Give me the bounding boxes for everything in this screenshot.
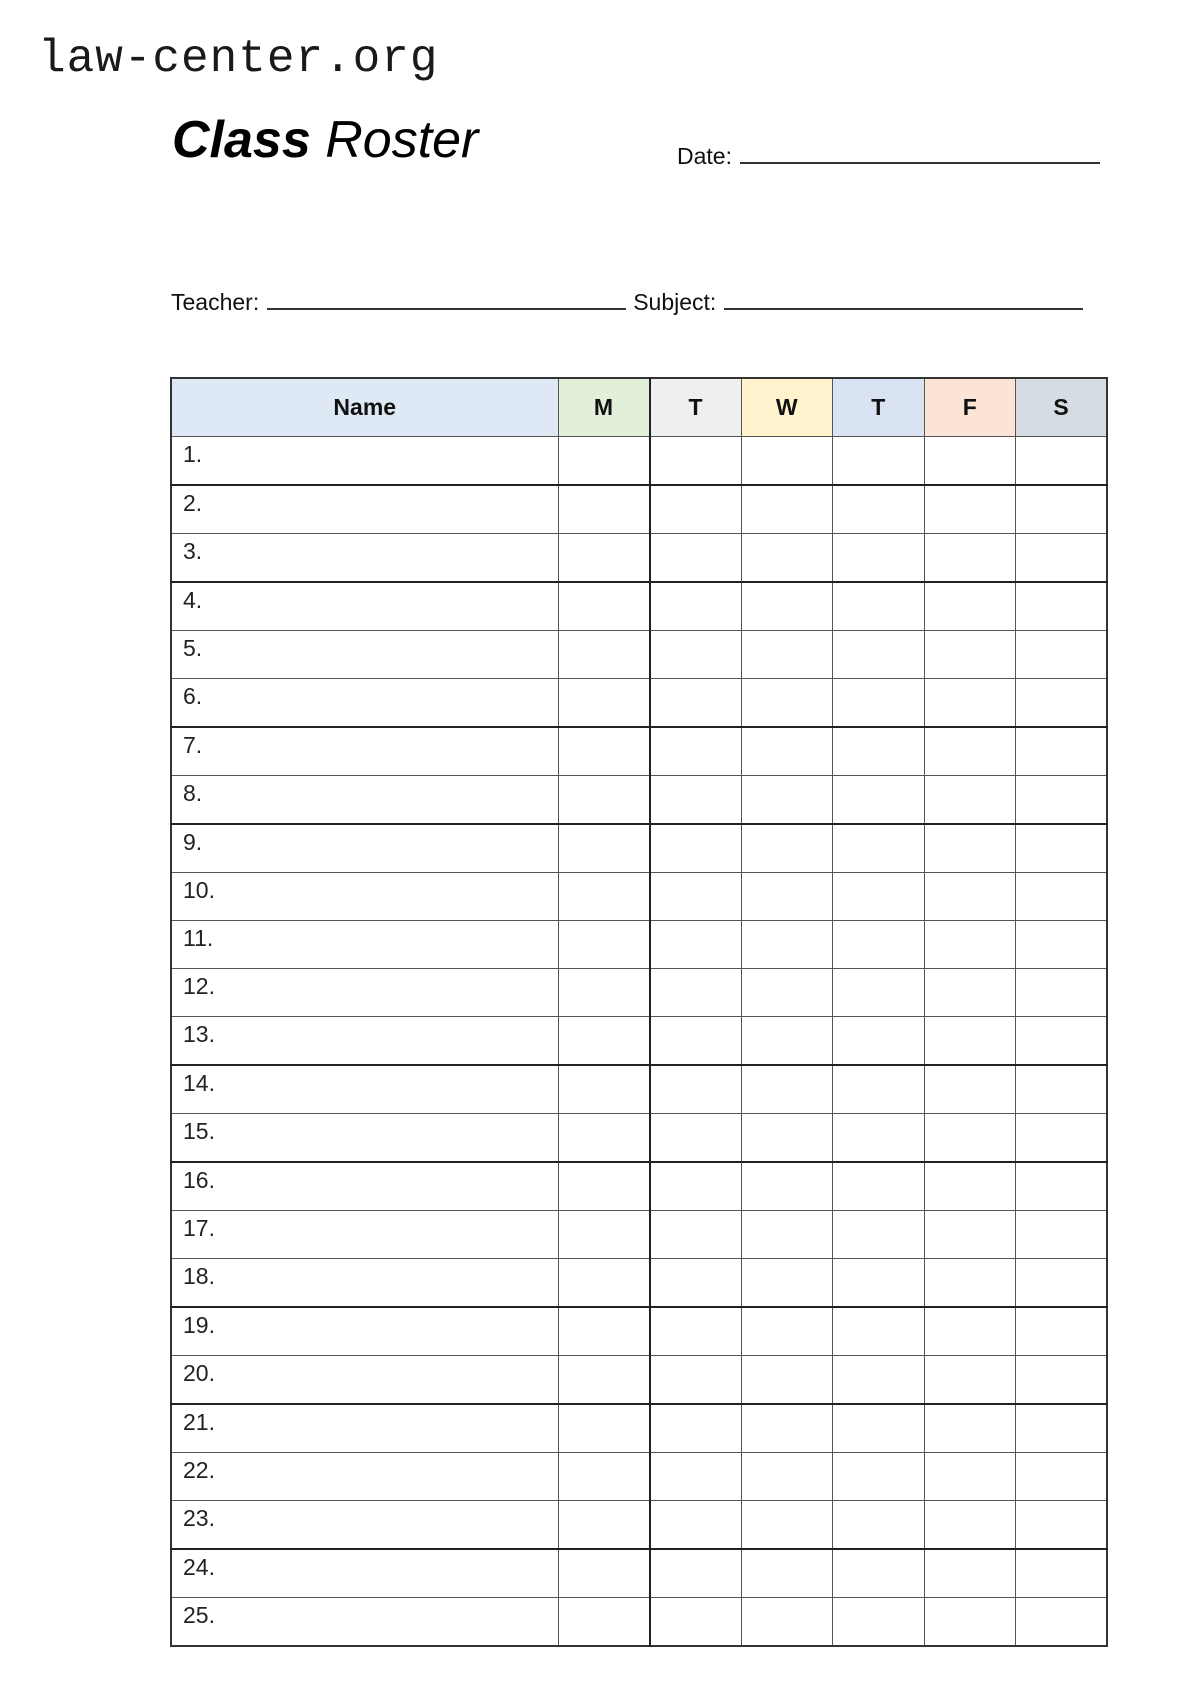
attendance-cell[interactable] bbox=[1016, 776, 1108, 825]
attendance-cell[interactable] bbox=[833, 631, 925, 679]
attendance-cell[interactable] bbox=[558, 1017, 650, 1066]
attendance-cell[interactable] bbox=[924, 1211, 1016, 1259]
attendance-cell[interactable] bbox=[1016, 1598, 1108, 1647]
attendance-cell[interactable] bbox=[741, 1307, 833, 1356]
attendance-cell[interactable] bbox=[1016, 1114, 1108, 1163]
table-row bbox=[171, 1211, 1107, 1259]
student-name-cell[interactable]: 7. bbox=[171, 727, 558, 776]
attendance-cell[interactable] bbox=[833, 727, 925, 776]
attendance-cell[interactable] bbox=[741, 534, 833, 583]
attendance-cell[interactable] bbox=[1016, 969, 1108, 1017]
attendance-cell[interactable] bbox=[924, 1404, 1016, 1453]
column-header-day-5: F bbox=[924, 378, 1016, 437]
student-name-cell[interactable]: 9. bbox=[171, 824, 558, 873]
attendance-cell[interactable] bbox=[558, 631, 650, 679]
attendance-cell[interactable] bbox=[1016, 824, 1108, 873]
table-row bbox=[171, 1501, 1107, 1550]
attendance-cell[interactable] bbox=[558, 1598, 650, 1647]
attendance-cell[interactable] bbox=[924, 679, 1016, 728]
attendance-cell[interactable] bbox=[650, 727, 742, 776]
attendance-cell[interactable] bbox=[650, 1211, 742, 1259]
attendance-cell[interactable] bbox=[650, 1017, 742, 1066]
date-label: Date: bbox=[677, 143, 732, 169]
attendance-cell[interactable] bbox=[741, 776, 833, 825]
attendance-cell[interactable] bbox=[833, 1017, 925, 1066]
student-name-cell[interactable]: 15. bbox=[171, 1114, 558, 1163]
attendance-cell[interactable] bbox=[924, 1162, 1016, 1211]
attendance-cell[interactable] bbox=[650, 679, 742, 728]
attendance-cell[interactable] bbox=[558, 582, 650, 631]
table-row bbox=[171, 776, 1107, 825]
title-roster: Roster bbox=[325, 111, 479, 169]
date-input-line[interactable] bbox=[740, 144, 1100, 164]
attendance-cell[interactable] bbox=[741, 1501, 833, 1550]
attendance-cell[interactable] bbox=[650, 873, 742, 921]
attendance-cell[interactable] bbox=[1016, 1065, 1108, 1114]
attendance-cell[interactable] bbox=[1016, 1162, 1108, 1211]
attendance-cell[interactable] bbox=[558, 1549, 650, 1598]
roster-body bbox=[171, 437, 1107, 1647]
attendance-cell[interactable] bbox=[558, 873, 650, 921]
column-header-day-2: T bbox=[650, 378, 742, 437]
attendance-cell[interactable] bbox=[741, 631, 833, 679]
attendance-cell[interactable] bbox=[833, 1114, 925, 1163]
attendance-cell[interactable] bbox=[558, 1404, 650, 1453]
attendance-cell[interactable] bbox=[1016, 631, 1108, 679]
table-row bbox=[171, 534, 1107, 583]
attendance-cell[interactable] bbox=[650, 1307, 742, 1356]
attendance-cell[interactable] bbox=[650, 1162, 742, 1211]
roster-table bbox=[170, 377, 1108, 1647]
student-name-cell[interactable]: 20. bbox=[171, 1356, 558, 1405]
attendance-cell[interactable] bbox=[833, 1065, 925, 1114]
attendance-cell[interactable] bbox=[924, 1017, 1016, 1066]
student-name-cell[interactable]: 12. bbox=[171, 969, 558, 1017]
table-row bbox=[171, 873, 1107, 921]
attendance-cell[interactable] bbox=[833, 921, 925, 969]
watermark-logo: law-center.org bbox=[38, 33, 439, 85]
attendance-cell[interactable] bbox=[650, 582, 742, 631]
table-row bbox=[171, 1307, 1107, 1356]
table-row bbox=[171, 679, 1107, 728]
attendance-cell[interactable] bbox=[558, 1259, 650, 1308]
attendance-cell[interactable] bbox=[924, 873, 1016, 921]
column-header-day-4: T bbox=[833, 378, 925, 437]
attendance-cell[interactable] bbox=[924, 1307, 1016, 1356]
table-row bbox=[171, 1549, 1107, 1598]
attendance-cell[interactable] bbox=[924, 1114, 1016, 1163]
attendance-cell[interactable] bbox=[558, 727, 650, 776]
table-row bbox=[171, 969, 1107, 1017]
column-header-day-3: W bbox=[741, 378, 833, 437]
student-name-cell[interactable]: 14. bbox=[171, 1065, 558, 1114]
table-row bbox=[171, 824, 1107, 873]
attendance-cell[interactable] bbox=[833, 679, 925, 728]
student-name-cell[interactable]: 16. bbox=[171, 1162, 558, 1211]
attendance-cell[interactable] bbox=[924, 437, 1016, 486]
attendance-cell[interactable] bbox=[650, 631, 742, 679]
attendance-cell[interactable] bbox=[741, 1453, 833, 1501]
table-row bbox=[171, 631, 1107, 679]
student-name-cell[interactable]: 18. bbox=[171, 1259, 558, 1308]
subject-input-line[interactable] bbox=[724, 290, 1083, 310]
attendance-cell[interactable] bbox=[833, 1162, 925, 1211]
attendance-cell[interactable] bbox=[558, 485, 650, 534]
header-row bbox=[171, 378, 1107, 437]
attendance-cell[interactable] bbox=[924, 1549, 1016, 1598]
attendance-cell[interactable] bbox=[558, 1356, 650, 1405]
attendance-cell[interactable] bbox=[833, 1598, 925, 1647]
attendance-cell[interactable] bbox=[650, 1065, 742, 1114]
student-name-cell[interactable]: 25. bbox=[171, 1598, 558, 1647]
teacher-input-line[interactable] bbox=[267, 290, 626, 310]
attendance-cell[interactable] bbox=[924, 921, 1016, 969]
attendance-cell[interactable] bbox=[741, 1356, 833, 1405]
table-row bbox=[171, 485, 1107, 534]
attendance-cell[interactable] bbox=[741, 1114, 833, 1163]
attendance-cell[interactable] bbox=[833, 437, 925, 486]
attendance-cell[interactable] bbox=[924, 1356, 1016, 1405]
student-name-cell[interactable]: 5. bbox=[171, 631, 558, 679]
attendance-cell[interactable] bbox=[1016, 534, 1108, 583]
attendance-cell[interactable] bbox=[741, 1598, 833, 1647]
table-row bbox=[171, 1017, 1107, 1066]
column-header-day-1: M bbox=[558, 378, 650, 437]
attendance-cell[interactable] bbox=[650, 1501, 742, 1550]
attendance-cell[interactable] bbox=[1016, 1259, 1108, 1308]
student-name-cell[interactable]: 22. bbox=[171, 1453, 558, 1501]
student-name-cell[interactable]: 17. bbox=[171, 1211, 558, 1259]
attendance-cell[interactable] bbox=[741, 437, 833, 486]
attendance-cell[interactable] bbox=[650, 824, 742, 873]
teacher-subject-row bbox=[171, 290, 1090, 314]
attendance-cell[interactable] bbox=[1016, 1017, 1108, 1066]
attendance-cell[interactable] bbox=[650, 1356, 742, 1405]
table-row bbox=[171, 437, 1107, 486]
table-row bbox=[171, 1404, 1107, 1453]
attendance-cell[interactable] bbox=[924, 1501, 1016, 1550]
student-name-cell[interactable]: 3. bbox=[171, 534, 558, 583]
table-row bbox=[171, 582, 1107, 631]
attendance-cell[interactable] bbox=[650, 969, 742, 1017]
attendance-cell[interactable] bbox=[741, 1259, 833, 1308]
table-row bbox=[171, 1259, 1107, 1308]
attendance-cell[interactable] bbox=[833, 1453, 925, 1501]
title-class: Class bbox=[172, 111, 311, 169]
attendance-cell[interactable] bbox=[833, 1404, 925, 1453]
attendance-cell[interactable] bbox=[741, 1549, 833, 1598]
attendance-cell[interactable] bbox=[833, 485, 925, 534]
attendance-cell[interactable] bbox=[558, 1501, 650, 1550]
attendance-cell[interactable] bbox=[741, 679, 833, 728]
attendance-cell[interactable] bbox=[833, 582, 925, 631]
table-row bbox=[171, 1453, 1107, 1501]
attendance-cell[interactable] bbox=[833, 824, 925, 873]
attendance-cell[interactable] bbox=[924, 727, 1016, 776]
attendance-cell[interactable] bbox=[558, 1453, 650, 1501]
attendance-cell[interactable] bbox=[650, 1549, 742, 1598]
student-name-cell[interactable]: 13. bbox=[171, 1017, 558, 1066]
attendance-cell[interactable] bbox=[833, 873, 925, 921]
attendance-cell[interactable] bbox=[924, 824, 1016, 873]
student-name-cell[interactable]: 21. bbox=[171, 1404, 558, 1453]
student-name-cell[interactable]: 19. bbox=[171, 1307, 558, 1356]
attendance-cell[interactable] bbox=[833, 534, 925, 583]
attendance-cell[interactable] bbox=[1016, 1453, 1108, 1501]
attendance-cell[interactable] bbox=[741, 485, 833, 534]
teacher-label: Teacher: bbox=[171, 289, 260, 315]
student-name-cell[interactable]: 2. bbox=[171, 485, 558, 534]
attendance-cell[interactable] bbox=[558, 1114, 650, 1163]
attendance-cell[interactable] bbox=[558, 679, 650, 728]
attendance-cell[interactable] bbox=[558, 534, 650, 583]
student-name-cell[interactable]: 8. bbox=[171, 776, 558, 825]
table-row bbox=[171, 1065, 1107, 1114]
attendance-cell[interactable] bbox=[924, 1598, 1016, 1647]
table-row bbox=[171, 1114, 1107, 1163]
attendance-cell[interactable] bbox=[741, 873, 833, 921]
attendance-cell[interactable] bbox=[650, 1259, 742, 1308]
attendance-cell[interactable] bbox=[924, 485, 1016, 534]
attendance-cell[interactable] bbox=[650, 1114, 742, 1163]
attendance-cell[interactable] bbox=[833, 1501, 925, 1550]
subject-label: Subject: bbox=[633, 289, 717, 315]
attendance-cell[interactable] bbox=[650, 1453, 742, 1501]
attendance-cell[interactable] bbox=[924, 631, 1016, 679]
table-row bbox=[171, 921, 1107, 969]
attendance-cell[interactable] bbox=[741, 1211, 833, 1259]
attendance-cell[interactable] bbox=[650, 534, 742, 583]
student-name-cell[interactable]: 6. bbox=[171, 679, 558, 728]
attendance-cell[interactable] bbox=[1016, 1356, 1108, 1405]
attendance-cell[interactable] bbox=[833, 1356, 925, 1405]
attendance-cell[interactable] bbox=[1016, 437, 1108, 486]
attendance-cell[interactable] bbox=[558, 969, 650, 1017]
attendance-cell[interactable] bbox=[650, 485, 742, 534]
attendance-cell[interactable] bbox=[741, 727, 833, 776]
attendance-cell[interactable] bbox=[741, 1017, 833, 1066]
attendance-cell[interactable] bbox=[741, 1162, 833, 1211]
attendance-cell[interactable] bbox=[833, 776, 925, 825]
attendance-cell[interactable] bbox=[741, 582, 833, 631]
attendance-cell[interactable] bbox=[558, 437, 650, 486]
attendance-cell[interactable] bbox=[650, 1404, 742, 1453]
attendance-cell[interactable] bbox=[1016, 921, 1108, 969]
table-row bbox=[171, 1598, 1107, 1647]
attendance-cell[interactable] bbox=[1016, 1501, 1108, 1550]
attendance-cell[interactable] bbox=[1016, 1549, 1108, 1598]
table-row bbox=[171, 727, 1107, 776]
attendance-cell[interactable] bbox=[558, 1307, 650, 1356]
attendance-cell[interactable] bbox=[924, 776, 1016, 825]
attendance-cell[interactable] bbox=[833, 969, 925, 1017]
student-name-cell[interactable]: 1. bbox=[171, 437, 558, 486]
column-header-name: Name bbox=[171, 378, 558, 437]
attendance-cell[interactable] bbox=[924, 1259, 1016, 1308]
student-name-cell[interactable]: 23. bbox=[171, 1501, 558, 1550]
attendance-cell[interactable] bbox=[1016, 1404, 1108, 1453]
student-name-cell[interactable]: 24. bbox=[171, 1549, 558, 1598]
attendance-cell[interactable] bbox=[741, 921, 833, 969]
page-title bbox=[172, 111, 479, 169]
attendance-cell[interactable] bbox=[833, 1211, 925, 1259]
attendance-cell[interactable] bbox=[1016, 582, 1108, 631]
attendance-cell[interactable] bbox=[924, 534, 1016, 583]
attendance-cell[interactable] bbox=[833, 1549, 925, 1598]
table-row bbox=[171, 1356, 1107, 1405]
attendance-cell[interactable] bbox=[833, 1259, 925, 1308]
attendance-cell[interactable] bbox=[741, 969, 833, 1017]
attendance-cell[interactable] bbox=[558, 1162, 650, 1211]
attendance-cell[interactable] bbox=[558, 1211, 650, 1259]
date-field bbox=[677, 144, 1100, 168]
attendance-cell[interactable] bbox=[650, 921, 742, 969]
attendance-cell[interactable] bbox=[833, 1307, 925, 1356]
attendance-cell[interactable] bbox=[1016, 679, 1108, 728]
attendance-cell[interactable] bbox=[558, 776, 650, 825]
attendance-cell[interactable] bbox=[924, 1065, 1016, 1114]
attendance-cell[interactable] bbox=[924, 1453, 1016, 1501]
attendance-cell[interactable] bbox=[650, 1598, 742, 1647]
table-row bbox=[171, 1162, 1107, 1211]
attendance-cell[interactable] bbox=[924, 582, 1016, 631]
student-name-cell[interactable]: 11. bbox=[171, 921, 558, 969]
attendance-cell[interactable] bbox=[558, 921, 650, 969]
column-header-day-6: S bbox=[1016, 378, 1108, 437]
attendance-cell[interactable] bbox=[741, 824, 833, 873]
attendance-cell[interactable] bbox=[558, 1065, 650, 1114]
attendance-cell[interactable] bbox=[1016, 485, 1108, 534]
attendance-cell[interactable] bbox=[741, 1404, 833, 1453]
attendance-cell[interactable] bbox=[558, 824, 650, 873]
student-name-cell[interactable]: 4. bbox=[171, 582, 558, 631]
attendance-cell[interactable] bbox=[1016, 727, 1108, 776]
attendance-cell[interactable] bbox=[650, 776, 742, 825]
attendance-cell[interactable] bbox=[1016, 1307, 1108, 1356]
attendance-cell[interactable] bbox=[1016, 873, 1108, 921]
attendance-cell[interactable] bbox=[924, 969, 1016, 1017]
student-name-cell[interactable]: 10. bbox=[171, 873, 558, 921]
attendance-cell[interactable] bbox=[1016, 1211, 1108, 1259]
attendance-cell[interactable] bbox=[741, 1065, 833, 1114]
attendance-cell[interactable] bbox=[650, 437, 742, 486]
